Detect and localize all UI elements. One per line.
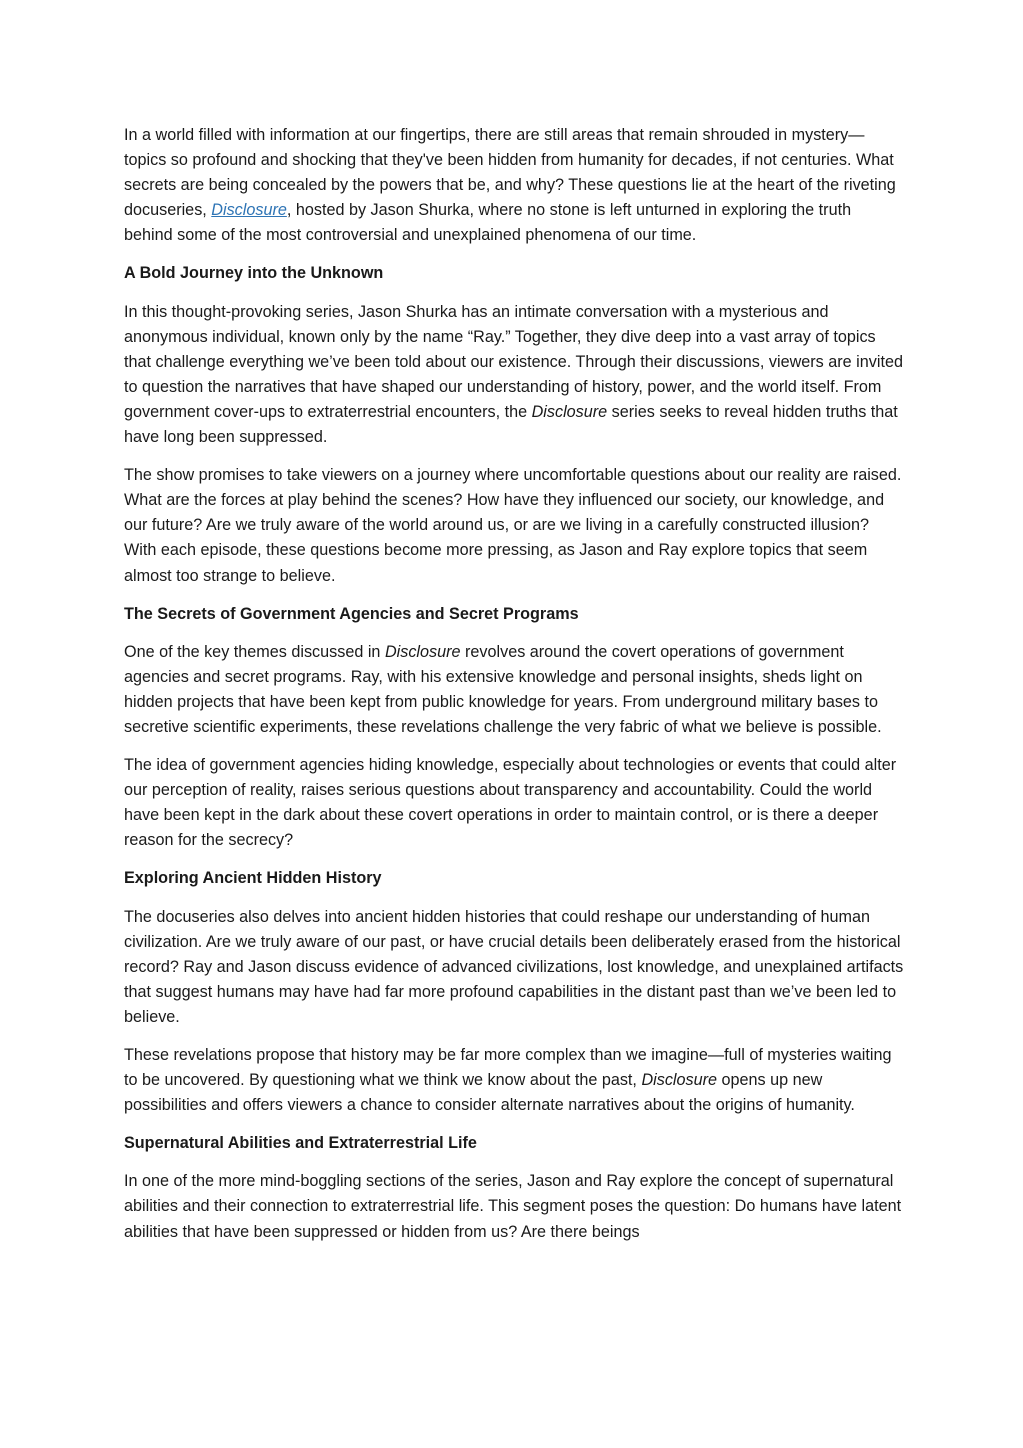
paragraph — [124, 640, 904, 740]
disclosure-link[interactable]: Disclosure — [211, 201, 287, 220]
paragraph: The show promises to take viewers on a journey where uncomfortable questions about our reality are raised. What are the forces at play behind the scenes? How have they influenced our society, our knowledge, and our future? Are we truly aware of the world around us, or are we living in a carefully constructed illusion? With each episode, these questions become more pressing, as Jason and Ray explore topics that seem almost too strange to believe. — [124, 466, 902, 585]
paragraph — [124, 300, 904, 451]
section-heading-supernatural: Supernatural Abilities and Extraterrestrial Life — [124, 1134, 477, 1153]
paragraph: In one of the more mind-boggling sections of the series, Jason and Ray explore the concept of supernatural abilities and their connection to extraterrestrial life. This segment poses the question: Do humans have latent abilities that have been suppressed or hidden from us? Are there beings — [124, 1172, 902, 1241]
paragraph-text: One of the key themes discussed in — [124, 642, 385, 661]
series-title-emphasis: Disclosure — [531, 402, 608, 421]
paragraph: The docuseries also delves into ancient hidden histories that could reshape our understanding of human civilization. Are we truly aware of our past, or have crucial details been deliberately erased from the historical record? Ray and Jason discuss evidence of advanced civilizations, lost knowledge, and unexplained artifacts that suggest humans may have had far more profound capabilities in the distant past than we’ve been led to believe. — [124, 907, 904, 1026]
paragraph-text: opens up new possibilities and offers viewers a chance to consider alternate narratives about the origins of humanity. — [124, 1071, 855, 1115]
intro-text-start: In a world filled with information at our fingertips, there are still areas that remain shrouded in mystery—topics so profound and shocking that they've been hidden from humanity for decades, if not centuries. What secrets are being concealed by the powers that be, and why? These questions lie at the heart of the riveting docuseries, — [124, 126, 896, 220]
paragraph: The idea of government agencies hiding knowledge, especially about technologies or events that could alter our perception of reality, raises serious questions about transparency and accountability. Could the world have been kept in the dark about these covert operations in order to maintain control, or is there a deeper reason for the secrecy? — [124, 756, 897, 850]
paragraph-text: In this thought-provoking series, Jason Shurka has an intimate conversation with a mysterious and anonymous individual, known only by the name “Ray.” Together, they dive deep into a vast array of topics that challenge everything we’ve been told about our existence. Through their discussions, viewers are invited to question the narratives that have shaped our understanding of history, power, and the world itself. From government cover-ups to extraterrestrial encounters, the — [124, 302, 903, 421]
intro-text-end: , hosted by Jason Shurka, where no stone is left unturned in exploring the truth behind some of the most controversial and unexplained phenomena of our time. — [124, 201, 852, 245]
document-body — [124, 123, 904, 1258]
section-heading-government-agencies: The Secrets of Government Agencies and Secret Programs — [124, 604, 579, 623]
section-heading-ancient-history: Exploring Ancient Hidden History — [124, 869, 382, 888]
section-heading-bold-journey: A Bold Journey into the Unknown — [124, 264, 384, 283]
series-title-emphasis: Disclosure — [641, 1071, 718, 1090]
paragraph-text: revolves around the covert operations of government agencies and secret programs. Ray, with his extensive knowledge and personal insights, sheds light on hidden projects that have been kept from public knowledge for years. From underground military bases to secretive scientific experiments, these revelations challenge the very fabric of what we believe is possible. — [124, 642, 882, 736]
series-title-emphasis: Disclosure — [384, 642, 461, 661]
intro-paragraph — [124, 123, 904, 248]
paragraph-text: series seeks to reveal hidden truths that have long been suppressed. — [124, 402, 898, 447]
paragraph — [124, 1043, 904, 1118]
paragraph-text: These revelations propose that history may be far more complex than we imagine—full of mysteries waiting to be uncovered. By questioning what we think we know about the past, — [124, 1046, 892, 1090]
